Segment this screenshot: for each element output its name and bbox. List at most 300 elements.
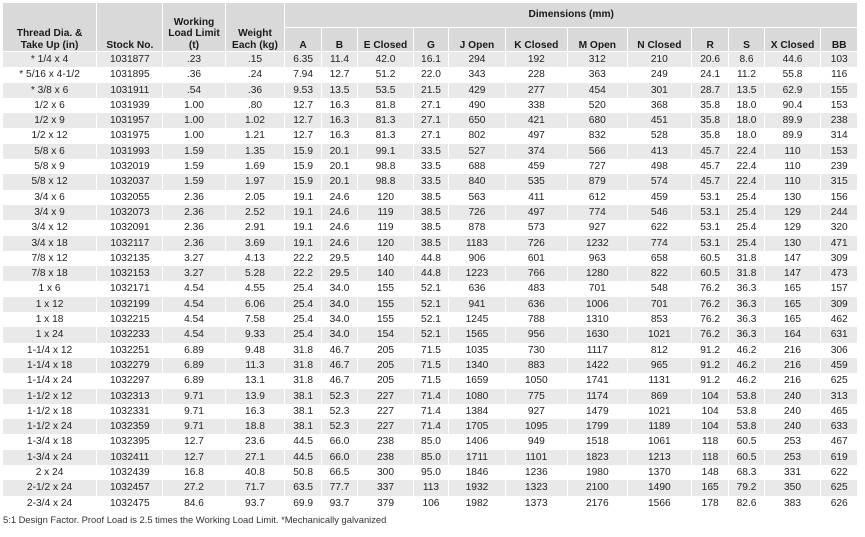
header-stock-no: Stock No. (97, 3, 163, 52)
dim-r-cell: 53.1 (691, 220, 728, 235)
dim-x-closed-cell: 110 (764, 144, 821, 159)
weight-cell: 13.9 (225, 389, 285, 404)
table-row (3, 496, 858, 511)
stock-no-cell: 1032457 (97, 480, 163, 495)
dim-s-cell: 22.4 (729, 144, 764, 159)
dim-k-closed-cell: 730 (505, 343, 567, 358)
dim-x-closed-cell: 240 (764, 419, 821, 434)
dim-n-closed-cell: 413 (627, 144, 691, 159)
table-row (3, 343, 858, 358)
dim-n-closed-cell: 1566 (627, 496, 691, 511)
dim-k-closed-cell: 788 (505, 312, 567, 327)
dim-r-cell: 178 (691, 496, 728, 511)
dim-bb-cell: 625 (821, 373, 858, 388)
dim-bb-cell: 465 (821, 404, 858, 419)
dim-bb-cell: 309 (821, 251, 858, 266)
dim-s-cell: 11.2 (729, 67, 764, 82)
dim-n-closed-cell: 1490 (627, 480, 691, 495)
dim-m-open-cell: 1232 (567, 236, 627, 251)
dim-bb-cell: 306 (821, 343, 858, 358)
dim-e-closed-cell: 120 (358, 236, 414, 251)
dim-bb-cell: 156 (821, 190, 858, 205)
dim-g-cell: 71.4 (413, 389, 448, 404)
dim-bb-cell: 619 (821, 450, 858, 465)
dim-j-open-cell: 343 (449, 67, 506, 82)
dim-s-cell: 13.5 (729, 83, 764, 98)
dim-b-cell: 93.7 (321, 496, 357, 511)
dim-k-closed-cell: 228 (505, 67, 567, 82)
dim-e-closed-cell: 227 (358, 419, 414, 434)
header-dim-b: B (321, 28, 357, 52)
dim-e-closed-cell: 98.8 (358, 174, 414, 189)
weight-cell: 23.6 (225, 434, 285, 449)
dim-m-open-cell: 1174 (567, 389, 627, 404)
table-row (3, 98, 858, 113)
stock-no-cell: 1031993 (97, 144, 163, 159)
stock-no-cell: 1032037 (97, 174, 163, 189)
dim-e-closed-cell: 119 (358, 220, 414, 235)
dim-bb-cell: 116 (821, 67, 858, 82)
dim-n-closed-cell: 622 (627, 220, 691, 235)
dim-x-closed-cell: 147 (764, 266, 821, 281)
dim-g-cell: 16.1 (413, 52, 448, 68)
dim-s-cell: 22.4 (729, 159, 764, 174)
stock-no-cell: 1031939 (97, 98, 163, 113)
dim-g-cell: 27.1 (413, 98, 448, 113)
dim-x-closed-cell: 164 (764, 327, 821, 342)
dim-b-cell: 77.7 (321, 480, 357, 495)
thread-size-cell: 1-1/2 x 12 (3, 389, 97, 404)
working-load-limit-cell: 3.27 (163, 266, 225, 281)
dim-bb-cell: 239 (821, 159, 858, 174)
dim-e-closed-cell: 98.8 (358, 159, 414, 174)
dim-s-cell: 79.2 (729, 480, 764, 495)
working-load-limit-cell: 9.71 (163, 389, 225, 404)
dim-k-closed-cell: 1095 (505, 419, 567, 434)
dim-g-cell: 95.0 (413, 465, 448, 480)
dim-n-closed-cell: 301 (627, 83, 691, 98)
thread-size-cell: 1 x 12 (3, 297, 97, 312)
dim-n-closed-cell: 1189 (627, 419, 691, 434)
dim-e-closed-cell: 300 (358, 465, 414, 480)
dim-bb-cell: 314 (821, 128, 858, 143)
dim-b-cell: 16.3 (321, 98, 357, 113)
thread-size-cell: 2-1/2 x 24 (3, 480, 97, 495)
working-load-limit-cell: 84.6 (163, 496, 225, 511)
thread-size-cell: 1/2 x 9 (3, 113, 97, 128)
dim-b-cell: 34.0 (321, 297, 357, 312)
weight-cell: .15 (225, 52, 285, 68)
stock-no-cell: 1031975 (97, 128, 163, 143)
dim-j-open-cell: 1384 (449, 404, 506, 419)
dim-s-cell: 36.3 (729, 312, 764, 327)
thread-size-cell: 3/4 x 12 (3, 220, 97, 235)
dim-s-cell: 8.6 (729, 52, 764, 68)
dim-m-open-cell: 566 (567, 144, 627, 159)
dim-n-closed-cell: 1061 (627, 434, 691, 449)
thread-size-cell: 7/8 x 18 (3, 266, 97, 281)
dim-j-open-cell: 1406 (449, 434, 506, 449)
table-row (3, 251, 858, 266)
dim-j-open-cell: 650 (449, 113, 506, 128)
working-load-limit-cell: .23 (163, 52, 225, 68)
weight-cell: 40.8 (225, 465, 285, 480)
dim-s-cell: 25.4 (729, 205, 764, 220)
working-load-limit-cell: 1.00 (163, 128, 225, 143)
dim-e-closed-cell: 99.1 (358, 144, 414, 159)
dim-j-open-cell: 878 (449, 220, 506, 235)
thread-size-cell: 5/8 x 6 (3, 144, 97, 159)
dim-m-open-cell: 832 (567, 128, 627, 143)
dim-j-open-cell: 906 (449, 251, 506, 266)
thread-size-cell: * 5/16 x 4-1/2 (3, 67, 97, 82)
dim-a-cell: 69.9 (285, 496, 321, 511)
table-row (3, 450, 858, 465)
stock-no-cell: 1032135 (97, 251, 163, 266)
stock-no-cell: 1031957 (97, 113, 163, 128)
stock-no-cell: 1032411 (97, 450, 163, 465)
dim-x-closed-cell: 165 (764, 281, 821, 296)
dim-a-cell: 22.2 (285, 251, 321, 266)
dim-s-cell: 53.8 (729, 419, 764, 434)
dim-x-closed-cell: 110 (764, 174, 821, 189)
dim-m-open-cell: 1310 (567, 312, 627, 327)
dim-bb-cell: 244 (821, 205, 858, 220)
table-row (3, 404, 858, 419)
dim-e-closed-cell: 154 (358, 327, 414, 342)
dim-s-cell: 18.0 (729, 128, 764, 143)
dim-r-cell: 165 (691, 480, 728, 495)
dim-s-cell: 31.8 (729, 266, 764, 281)
header-dim-k-closed: K Closed (505, 28, 567, 52)
dim-g-cell: 27.1 (413, 128, 448, 143)
weight-cell: 2.91 (225, 220, 285, 235)
dim-s-cell: 22.4 (729, 174, 764, 189)
dim-k-closed-cell: 949 (505, 434, 567, 449)
dim-k-closed-cell: 483 (505, 281, 567, 296)
dim-r-cell: 35.8 (691, 113, 728, 128)
dim-s-cell: 53.8 (729, 389, 764, 404)
dim-e-closed-cell: 53.5 (358, 83, 414, 98)
working-load-limit-cell: 6.89 (163, 358, 225, 373)
dim-s-cell: 68.3 (729, 465, 764, 480)
dim-b-cell: 24.6 (321, 190, 357, 205)
dim-a-cell: 31.8 (285, 358, 321, 373)
dim-s-cell: 25.4 (729, 236, 764, 251)
weight-cell: 1.35 (225, 144, 285, 159)
table-row (3, 434, 858, 449)
header-dim-x-closed: X Closed (764, 28, 821, 52)
working-load-limit-cell: 9.71 (163, 419, 225, 434)
dim-j-open-cell: 527 (449, 144, 506, 159)
dim-r-cell: 91.2 (691, 358, 728, 373)
dim-x-closed-cell: 350 (764, 480, 821, 495)
dim-k-closed-cell: 497 (505, 128, 567, 143)
dim-g-cell: 85.0 (413, 434, 448, 449)
dim-x-closed-cell: 130 (764, 190, 821, 205)
table-row (3, 220, 858, 235)
dim-x-closed-cell: 89.9 (764, 113, 821, 128)
header-dim-a: A (285, 28, 321, 52)
dim-k-closed-cell: 192 (505, 52, 567, 68)
dim-x-closed-cell: 383 (764, 496, 821, 511)
dim-j-open-cell: 1659 (449, 373, 506, 388)
table-row (3, 358, 858, 373)
dim-a-cell: 31.8 (285, 373, 321, 388)
dim-m-open-cell: 963 (567, 251, 627, 266)
dim-g-cell: 33.5 (413, 174, 448, 189)
dim-b-cell: 66.0 (321, 434, 357, 449)
stock-no-cell: 1032117 (97, 236, 163, 251)
thread-size-cell: 5/8 x 9 (3, 159, 97, 174)
dim-bb-cell: 157 (821, 281, 858, 296)
dim-n-closed-cell: 1021 (627, 327, 691, 342)
dim-g-cell: 71.4 (413, 404, 448, 419)
dim-e-closed-cell: 155 (358, 312, 414, 327)
dim-e-closed-cell: 155 (358, 281, 414, 296)
thread-size-cell: 1/2 x 12 (3, 128, 97, 143)
dim-e-closed-cell: 205 (358, 358, 414, 373)
dim-bb-cell: 313 (821, 389, 858, 404)
weight-cell: .36 (225, 83, 285, 98)
dim-s-cell: 60.5 (729, 450, 764, 465)
working-load-limit-cell: 2.36 (163, 236, 225, 251)
stock-no-cell: 1032091 (97, 220, 163, 235)
dim-m-open-cell: 701 (567, 281, 627, 296)
dim-m-open-cell: 879 (567, 174, 627, 189)
table-row (3, 236, 858, 251)
header-dim-s: S (729, 28, 764, 52)
dim-b-cell: 34.0 (321, 281, 357, 296)
dim-a-cell: 44.5 (285, 450, 321, 465)
dim-j-open-cell: 1705 (449, 419, 506, 434)
dim-b-cell: 29.5 (321, 251, 357, 266)
dim-bb-cell: 459 (821, 358, 858, 373)
weight-cell: 2.52 (225, 205, 285, 220)
dim-k-closed-cell: 775 (505, 389, 567, 404)
dim-j-open-cell: 1982 (449, 496, 506, 511)
dim-n-closed-cell: 528 (627, 128, 691, 143)
dim-n-closed-cell: 210 (627, 52, 691, 68)
dim-j-open-cell: 1932 (449, 480, 506, 495)
dim-g-cell: 21.5 (413, 83, 448, 98)
spec-table-body (3, 52, 858, 511)
dim-g-cell: 52.1 (413, 327, 448, 342)
working-load-limit-cell: 1.00 (163, 98, 225, 113)
dim-k-closed-cell: 883 (505, 358, 567, 373)
dim-j-open-cell: 1035 (449, 343, 506, 358)
working-load-limit-cell: 16.8 (163, 465, 225, 480)
thread-size-cell: 7/8 x 12 (3, 251, 97, 266)
dim-a-cell: 19.1 (285, 236, 321, 251)
table-row (3, 297, 858, 312)
dim-b-cell: 16.3 (321, 113, 357, 128)
dim-n-closed-cell: 1131 (627, 373, 691, 388)
dim-e-closed-cell: 337 (358, 480, 414, 495)
dim-n-closed-cell: 1021 (627, 404, 691, 419)
dim-k-closed-cell: 277 (505, 83, 567, 98)
header-weight-each: Weight Each (kg) (225, 3, 285, 52)
header-dim-j-open: J Open (449, 28, 506, 52)
dim-x-closed-cell: 110 (764, 159, 821, 174)
dim-e-closed-cell: 155 (358, 297, 414, 312)
dim-r-cell: 45.7 (691, 144, 728, 159)
weight-cell: 4.13 (225, 251, 285, 266)
dim-m-open-cell: 1006 (567, 297, 627, 312)
dim-b-cell: 46.7 (321, 358, 357, 373)
dim-m-open-cell: 1823 (567, 450, 627, 465)
thread-size-cell: 1-3/4 x 18 (3, 434, 97, 449)
thread-size-cell: 1-1/2 x 18 (3, 404, 97, 419)
dim-s-cell: 60.5 (729, 434, 764, 449)
working-load-limit-cell: 1.59 (163, 144, 225, 159)
dim-x-closed-cell: 216 (764, 343, 821, 358)
dim-s-cell: 36.3 (729, 327, 764, 342)
footnote: 5:1 Design Factor. Proof Load is 2.5 times the Working Load Limit. *Mechanically galvanized (3, 513, 387, 525)
dim-r-cell: 104 (691, 404, 728, 419)
working-load-limit-cell: 9.71 (163, 404, 225, 419)
dim-e-closed-cell: 119 (358, 205, 414, 220)
dim-b-cell: 16.3 (321, 128, 357, 143)
dim-n-closed-cell: 1213 (627, 450, 691, 465)
weight-cell: .24 (225, 67, 285, 82)
spec-table (2, 2, 858, 511)
dim-b-cell: 66.0 (321, 450, 357, 465)
dim-g-cell: 38.5 (413, 190, 448, 205)
working-load-limit-cell: 2.36 (163, 190, 225, 205)
dim-m-open-cell: 1422 (567, 358, 627, 373)
dim-j-open-cell: 636 (449, 281, 506, 296)
dim-e-closed-cell: 205 (358, 373, 414, 388)
dim-r-cell: 53.1 (691, 190, 728, 205)
dim-b-cell: 11.4 (321, 52, 357, 68)
dim-r-cell: 91.2 (691, 343, 728, 358)
working-load-limit-cell: 4.54 (163, 327, 225, 342)
dim-n-closed-cell: 853 (627, 312, 691, 327)
stock-no-cell: 1032019 (97, 159, 163, 174)
dim-s-cell: 25.4 (729, 220, 764, 235)
dim-bb-cell: 473 (821, 266, 858, 281)
dim-bb-cell: 625 (821, 480, 858, 495)
table-row (3, 266, 858, 281)
dim-bb-cell: 309 (821, 297, 858, 312)
stock-no-cell: 1032153 (97, 266, 163, 281)
dim-r-cell: 104 (691, 419, 728, 434)
dim-k-closed-cell: 636 (505, 297, 567, 312)
dim-k-closed-cell: 459 (505, 159, 567, 174)
dim-b-cell: 66.5 (321, 465, 357, 480)
table-row (3, 52, 858, 68)
stock-no-cell: 1032297 (97, 373, 163, 388)
dim-j-open-cell: 1183 (449, 236, 506, 251)
header-dim-r: R (691, 28, 728, 52)
stock-no-cell: 1031877 (97, 52, 163, 68)
header-dim-bb: BB (821, 28, 858, 52)
dim-g-cell: 52.1 (413, 281, 448, 296)
dim-e-closed-cell: 140 (358, 266, 414, 281)
stock-no-cell: 1031895 (97, 67, 163, 82)
weight-cell: 1.02 (225, 113, 285, 128)
dim-n-closed-cell: 249 (627, 67, 691, 82)
table-row (3, 128, 858, 143)
dim-k-closed-cell: 1050 (505, 373, 567, 388)
table-row (3, 480, 858, 495)
dim-m-open-cell: 2100 (567, 480, 627, 495)
dim-k-closed-cell: 956 (505, 327, 567, 342)
dim-j-open-cell: 1846 (449, 465, 506, 480)
table-row (3, 113, 858, 128)
table-row (3, 83, 858, 98)
weight-cell: 18.8 (225, 419, 285, 434)
working-load-limit-cell: 3.27 (163, 251, 225, 266)
dim-g-cell: 38.5 (413, 236, 448, 251)
dim-a-cell: 15.9 (285, 159, 321, 174)
dim-n-closed-cell: 965 (627, 358, 691, 373)
thread-size-cell: * 1/4 x 4 (3, 52, 97, 68)
dim-m-open-cell: 1980 (567, 465, 627, 480)
stock-no-cell: 1032475 (97, 496, 163, 511)
weight-cell: 27.1 (225, 450, 285, 465)
dim-m-open-cell: 727 (567, 159, 627, 174)
weight-cell: 11.3 (225, 358, 285, 373)
dim-m-open-cell: 612 (567, 190, 627, 205)
dim-n-closed-cell: 869 (627, 389, 691, 404)
working-load-limit-cell: 4.54 (163, 312, 225, 327)
dim-k-closed-cell: 1323 (505, 480, 567, 495)
working-load-limit-cell: 12.7 (163, 450, 225, 465)
dim-m-open-cell: 1799 (567, 419, 627, 434)
dim-a-cell: 38.1 (285, 404, 321, 419)
dim-r-cell: 118 (691, 434, 728, 449)
dim-a-cell: 12.7 (285, 128, 321, 143)
dim-r-cell: 76.2 (691, 312, 728, 327)
dim-e-closed-cell: 42.0 (358, 52, 414, 68)
dim-bb-cell: 622 (821, 465, 858, 480)
dim-g-cell: 85.0 (413, 450, 448, 465)
header-dim-e-closed: E Closed (358, 28, 414, 52)
dim-j-open-cell: 688 (449, 159, 506, 174)
stock-no-cell: 1032279 (97, 358, 163, 373)
dim-bb-cell: 626 (821, 496, 858, 511)
dim-b-cell: 13.5 (321, 83, 357, 98)
dim-m-open-cell: 1479 (567, 404, 627, 419)
dim-bb-cell: 155 (821, 83, 858, 98)
weight-cell: 71.7 (225, 480, 285, 495)
dim-a-cell: 31.8 (285, 343, 321, 358)
working-load-limit-cell: 4.54 (163, 297, 225, 312)
dim-m-open-cell: 312 (567, 52, 627, 68)
dim-r-cell: 28.7 (691, 83, 728, 98)
working-load-limit-cell: 1.00 (163, 113, 225, 128)
dim-g-cell: 44.8 (413, 251, 448, 266)
dim-e-closed-cell: 81.3 (358, 113, 414, 128)
dim-g-cell: 38.5 (413, 205, 448, 220)
thread-size-cell: 1-1/2 x 24 (3, 419, 97, 434)
dim-j-open-cell: 1245 (449, 312, 506, 327)
dim-r-cell: 35.8 (691, 128, 728, 143)
dim-k-closed-cell: 573 (505, 220, 567, 235)
dim-m-open-cell: 1741 (567, 373, 627, 388)
stock-no-cell: 1032439 (97, 465, 163, 480)
working-load-limit-cell: 27.2 (163, 480, 225, 495)
stock-no-cell: 1032395 (97, 434, 163, 449)
dim-b-cell: 34.0 (321, 312, 357, 327)
dim-e-closed-cell: 238 (358, 450, 414, 465)
dim-g-cell: 71.5 (413, 358, 448, 373)
thread-size-cell: 3/4 x 6 (3, 190, 97, 205)
dim-a-cell: 38.1 (285, 419, 321, 434)
dim-k-closed-cell: 421 (505, 113, 567, 128)
